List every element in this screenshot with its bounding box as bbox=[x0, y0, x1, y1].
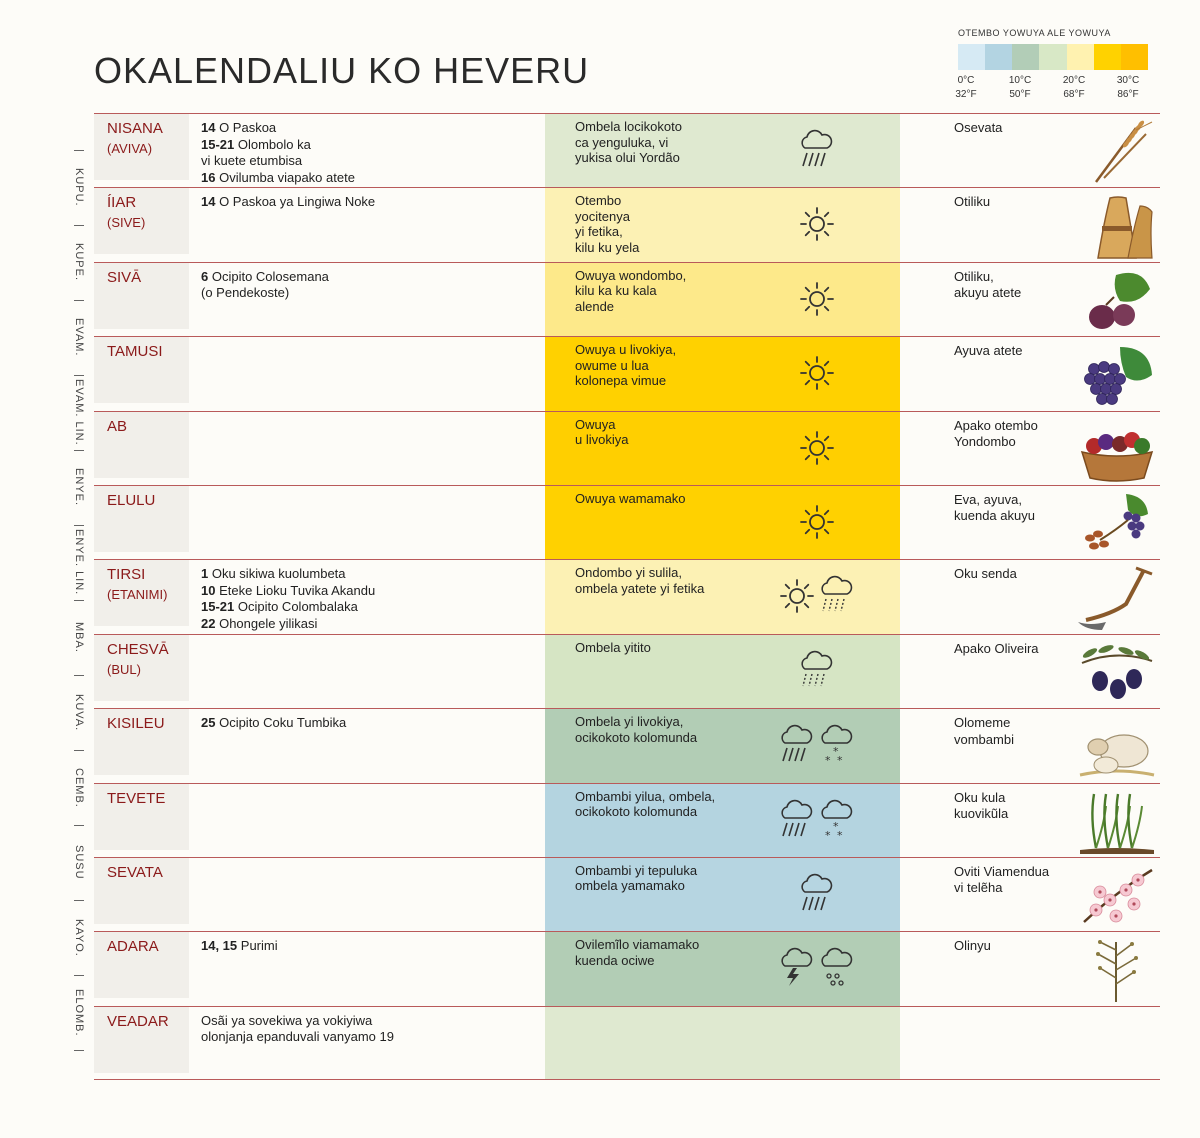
festival-line bbox=[201, 1013, 531, 1030]
festival-list bbox=[201, 269, 531, 302]
harvest-description bbox=[954, 418, 1084, 451]
legend-tick-celsius: 0°C bbox=[957, 75, 975, 86]
festival-date: 16 bbox=[201, 169, 216, 185]
harvest-line: Eva, ayuva, bbox=[954, 491, 1022, 507]
climate-line: yocitenya bbox=[575, 208, 630, 224]
rain-cloud-icon bbox=[777, 798, 813, 845]
festival-name: Ohongele yilikasi bbox=[215, 615, 318, 631]
month-name: VEADAR bbox=[107, 1012, 169, 1030]
month-alt-name: (BUL) bbox=[107, 661, 141, 677]
festival-name: O Paskoa bbox=[215, 120, 277, 135]
festival-line bbox=[201, 194, 531, 211]
harvest-line: Olinyu bbox=[954, 938, 991, 954]
climate-cell bbox=[545, 932, 900, 1005]
svg-text:*: * bbox=[833, 745, 839, 759]
svg-text:*: * bbox=[825, 828, 831, 840]
harvest-line: kuenda akuyu bbox=[954, 508, 1035, 524]
calendar-table bbox=[94, 113, 1160, 1080]
month-name: TEVETE bbox=[107, 789, 166, 807]
rain-cloud-icon bbox=[797, 128, 833, 175]
sheep-icon bbox=[1076, 713, 1156, 781]
harvest-line: vi telẽha bbox=[954, 880, 1003, 896]
season-divider bbox=[74, 1050, 84, 1051]
season-divider bbox=[74, 975, 84, 976]
harvest-description bbox=[954, 641, 1084, 658]
festival-date: 6 bbox=[201, 268, 209, 284]
climate-line: ocikokoto kolomunda bbox=[575, 804, 698, 820]
season-divider bbox=[74, 600, 84, 601]
season-label: ELOMB. bbox=[73, 988, 85, 1037]
calendar-row bbox=[94, 187, 1160, 261]
sun-icon bbox=[797, 502, 837, 547]
climate-cell bbox=[545, 709, 900, 782]
harvest-line: Osevata bbox=[954, 120, 1003, 135]
legend-color-bar bbox=[958, 44, 1148, 70]
month-alt-name: (ETANIMI) bbox=[107, 587, 168, 603]
harvest-description bbox=[954, 790, 1084, 823]
climate-cell bbox=[545, 263, 900, 336]
harvest-description bbox=[954, 343, 1084, 360]
season-divider bbox=[74, 900, 84, 901]
festival-list bbox=[201, 938, 531, 955]
climate-line: Owuya wondombo, bbox=[575, 267, 687, 283]
olive-icon bbox=[1076, 639, 1156, 707]
climate-description bbox=[575, 491, 775, 507]
climate-line: kolonepa vimue bbox=[575, 373, 667, 389]
festival-line bbox=[201, 715, 531, 732]
harvest-line: Olomeme bbox=[954, 715, 1011, 731]
calendar-row bbox=[94, 262, 1160, 336]
flax-icon bbox=[1076, 936, 1156, 1004]
season-label: EVAM. LIN. bbox=[73, 379, 85, 446]
festival-date: 15-21 bbox=[201, 599, 235, 615]
harvest-line: Ayuva atete bbox=[954, 343, 1023, 359]
festival-name: Osãi ya sovekiwa ya vokiyiwa bbox=[201, 1012, 373, 1028]
climate-description bbox=[575, 640, 775, 656]
month-name: ADARA bbox=[107, 938, 159, 956]
climate-description bbox=[575, 268, 775, 315]
season-label: KUPU. bbox=[73, 168, 85, 207]
season-label: KUPE. bbox=[73, 243, 85, 282]
season-label: ENYE. LIN. bbox=[73, 529, 85, 596]
month-name: TAMUSI bbox=[107, 343, 163, 361]
harvest-line: Oku kula bbox=[954, 789, 1006, 805]
festival-date: 22 bbox=[201, 615, 216, 631]
festival-list bbox=[201, 715, 531, 732]
month-alt-name: (AVIVA) bbox=[107, 141, 153, 156]
calendar-row bbox=[94, 336, 1160, 410]
snow-cloud-icon bbox=[817, 798, 853, 845]
harvest-line: Oviti Viamendua bbox=[954, 863, 1050, 879]
climate-line: ocikokoto kolomunda bbox=[575, 729, 698, 745]
festival-line bbox=[201, 616, 531, 633]
legend-tick bbox=[1108, 74, 1148, 102]
hail-cloud-icon bbox=[817, 946, 853, 993]
legend-swatch bbox=[958, 44, 985, 70]
svg-text:*: * bbox=[837, 754, 843, 766]
rain-cloud-icon bbox=[777, 723, 813, 770]
sun-icon bbox=[797, 279, 837, 324]
calendar-row bbox=[94, 1006, 1160, 1080]
legend-tick-fahrenheit: 32°F bbox=[955, 89, 977, 100]
climate-description bbox=[575, 193, 775, 255]
month-name: NISANA bbox=[107, 120, 163, 137]
climate-line: ombela yatete yi fetika bbox=[575, 580, 705, 596]
calendar-row bbox=[94, 411, 1160, 485]
calendar-row bbox=[94, 485, 1160, 559]
legend-swatch bbox=[1094, 44, 1121, 70]
harvest-description bbox=[954, 938, 1084, 955]
calendar-row bbox=[94, 708, 1160, 782]
month-alt-name: (SIVE) bbox=[107, 215, 146, 231]
festival-line bbox=[201, 137, 531, 154]
month-name: SEVATA bbox=[107, 863, 163, 881]
season-label: SUSU bbox=[73, 845, 85, 880]
season-divider bbox=[74, 825, 84, 826]
climate-description bbox=[575, 937, 775, 968]
calendar-row bbox=[94, 783, 1160, 857]
climate-description bbox=[575, 863, 775, 894]
festival-name: olonjanja epanduvali vanyamo 19 bbox=[201, 1029, 394, 1045]
sun-icon bbox=[797, 428, 837, 473]
svg-text:*: * bbox=[833, 819, 839, 833]
month-name: KISILEU bbox=[107, 715, 165, 733]
festival-date: 1 bbox=[201, 566, 209, 582]
legend-tick-fahrenheit: 86°F bbox=[1117, 89, 1139, 100]
legend-tick-fahrenheit: 68°F bbox=[1063, 89, 1085, 100]
sprout-icon bbox=[1076, 788, 1156, 856]
season-divider bbox=[74, 750, 84, 751]
season-label: KAYO. bbox=[73, 918, 85, 957]
festival-line bbox=[201, 120, 531, 137]
fig-icon bbox=[1076, 267, 1156, 335]
festival-line bbox=[201, 566, 531, 583]
season-divider bbox=[74, 450, 84, 451]
festival-name: Ocipito Colosemana bbox=[208, 268, 329, 284]
festival-date: 14, 15 bbox=[201, 938, 238, 954]
climate-cell bbox=[545, 486, 900, 559]
festival-line bbox=[201, 285, 531, 302]
climate-cell bbox=[545, 560, 900, 633]
season-label: CEMB. bbox=[73, 767, 85, 808]
storm-cloud-icon bbox=[777, 946, 813, 993]
harvest-description bbox=[954, 492, 1084, 525]
page-title: OKALENDALIU KO HEVERU bbox=[94, 50, 590, 91]
harvest-line: kuovikũla bbox=[954, 806, 1009, 822]
climate-line: Ombela yi livokiya, bbox=[575, 714, 684, 730]
climate-line: owume u lua bbox=[575, 357, 649, 373]
festival-list bbox=[201, 194, 531, 211]
calendar-row bbox=[94, 113, 1160, 187]
legend-tick-celsius: 30°C bbox=[1116, 75, 1140, 86]
festival-name: vi kuete etumbisa bbox=[201, 153, 303, 168]
harvest-line: Yondombo bbox=[954, 434, 1016, 450]
festival-name: O Paskoa ya Lingiwa Noke bbox=[215, 194, 376, 210]
climate-line: yukisa olui Yordão bbox=[575, 150, 680, 165]
season-label: EVAM. bbox=[73, 318, 85, 357]
month-name: AB bbox=[107, 417, 128, 435]
calendar-row bbox=[94, 857, 1160, 931]
season-column bbox=[64, 150, 94, 1050]
sun-icon bbox=[797, 204, 837, 249]
festival-list bbox=[201, 566, 531, 632]
festival-date: 10 bbox=[201, 582, 216, 598]
climate-line: Ondombo yi sulila, bbox=[575, 565, 682, 581]
climate-line: Ombela locikokoto bbox=[575, 119, 682, 134]
climate-description bbox=[575, 119, 775, 166]
harvest-description bbox=[954, 194, 1084, 211]
climate-line: Ombambi yi tepuluka bbox=[575, 862, 698, 878]
light-rain-cloud-icon bbox=[817, 574, 853, 621]
festival-date: 25 bbox=[201, 715, 216, 731]
climate-cell bbox=[545, 188, 900, 261]
climate-line: Otembo bbox=[575, 193, 622, 209]
harvest-description bbox=[954, 566, 1084, 583]
calendar-row bbox=[94, 559, 1160, 633]
climate-description bbox=[575, 565, 775, 596]
season-label: MBA. bbox=[73, 622, 85, 653]
legend-tick-celsius: 20°C bbox=[1062, 75, 1086, 86]
svg-text:*: * bbox=[837, 828, 843, 840]
legend-swatch bbox=[1121, 44, 1148, 70]
festival-line bbox=[201, 583, 531, 600]
harvest-line: akuyu atete bbox=[954, 285, 1022, 301]
festival-line bbox=[201, 269, 531, 286]
harvest-line: Apako Oliveira bbox=[954, 640, 1039, 656]
almond-blossom-icon bbox=[1076, 862, 1156, 930]
climate-line: Ombambi yilua, ombela, bbox=[575, 788, 716, 804]
month-name: ELULU bbox=[107, 491, 156, 509]
legend-title: OTEMBO YOWUYA ALE YOWUYA bbox=[958, 28, 1111, 38]
climate-line: yi fetika, bbox=[575, 224, 623, 240]
festival-name: Ocipito Colombalaka bbox=[234, 599, 358, 615]
harvest-line: Otiliku bbox=[954, 194, 991, 210]
plow-icon bbox=[1076, 564, 1156, 632]
climate-description bbox=[575, 342, 775, 389]
festival-line bbox=[201, 153, 531, 170]
dates-grapes-icon bbox=[1076, 490, 1156, 558]
legend-tick-celsius: 10°C bbox=[1008, 75, 1032, 86]
temperature-legend bbox=[955, 28, 1158, 104]
festival-name: (o Pendekoste) bbox=[201, 285, 290, 301]
harvest-description bbox=[954, 120, 1084, 137]
season-divider bbox=[74, 375, 84, 376]
season-label: KUVA. bbox=[73, 693, 85, 732]
festival-name: Ocipito Coku Tumbika bbox=[215, 715, 347, 731]
climate-description bbox=[575, 789, 775, 820]
festival-name: Oku sikiwa kuolumbeta bbox=[208, 566, 346, 582]
climate-cell bbox=[545, 858, 900, 931]
festival-line bbox=[201, 1029, 531, 1046]
light-rain-cloud-icon bbox=[797, 649, 833, 696]
climate-line: Owuya wamamako bbox=[575, 490, 686, 506]
harvest-line: Apako otembo bbox=[954, 417, 1038, 433]
legend-swatch bbox=[1039, 44, 1066, 70]
harvest-line: Oku senda bbox=[954, 566, 1017, 582]
legend-swatch bbox=[1012, 44, 1039, 70]
sun-icon bbox=[797, 353, 837, 398]
month-name: SIVĀ bbox=[107, 268, 142, 286]
sun-icon bbox=[777, 576, 817, 621]
season-divider bbox=[74, 225, 84, 226]
harvest-line: vombambi bbox=[954, 731, 1014, 747]
snow-cloud-icon bbox=[817, 723, 853, 770]
season-divider bbox=[74, 525, 84, 526]
climate-cell bbox=[545, 635, 900, 708]
festival-date: 14 bbox=[201, 120, 216, 135]
festival-name: Olombolo ka bbox=[234, 136, 311, 152]
legend-swatch bbox=[985, 44, 1012, 70]
wheat-sheaf-icon bbox=[1076, 192, 1156, 260]
festival-list bbox=[201, 120, 531, 186]
climate-line: Ombela yitito bbox=[575, 639, 651, 655]
barley-icon bbox=[1076, 118, 1156, 186]
climate-cell bbox=[545, 337, 900, 410]
festival-name: Eteke Lioku Tuvika Akandu bbox=[215, 582, 376, 598]
harvest-description bbox=[954, 864, 1084, 897]
climate-cell bbox=[545, 1007, 900, 1079]
climate-line: Ovilemĩlo viamamako bbox=[575, 937, 700, 953]
month-name: ÍIAR bbox=[107, 194, 137, 212]
climate-line: kuenda ociwe bbox=[575, 952, 655, 968]
climate-cell bbox=[545, 784, 900, 857]
legend-ticks bbox=[955, 74, 1158, 104]
season-divider bbox=[74, 150, 84, 151]
legend-tick bbox=[946, 74, 986, 102]
climate-line: ombela yamamako bbox=[575, 878, 685, 894]
festival-line bbox=[201, 938, 531, 955]
harvest-description bbox=[954, 269, 1084, 302]
legend-tick bbox=[1000, 74, 1040, 102]
month-name: TIRSI bbox=[107, 566, 146, 584]
fruit-basket-icon bbox=[1076, 416, 1156, 484]
rain-cloud-icon bbox=[797, 872, 833, 919]
legend-swatch bbox=[1067, 44, 1094, 70]
climate-line: Owuya u livokiya, bbox=[575, 342, 677, 358]
festival-date: 15-21 bbox=[201, 136, 235, 152]
season-divider bbox=[74, 300, 84, 301]
svg-text:*: * bbox=[825, 754, 831, 766]
legend-tick bbox=[1054, 74, 1094, 102]
climate-line: Owuya bbox=[575, 416, 616, 432]
legend-tick-fahrenheit: 50°F bbox=[1009, 89, 1031, 100]
climate-cell bbox=[545, 114, 900, 187]
climate-line: ca yenguluka, vi bbox=[575, 134, 669, 150]
festival-date: 14 bbox=[201, 194, 216, 210]
season-label: ENYE. bbox=[73, 468, 85, 507]
climate-line: kilu ka ku kala bbox=[575, 283, 657, 299]
harvest-line: Otiliku, bbox=[954, 268, 994, 284]
climate-description bbox=[575, 714, 775, 745]
harvest-description bbox=[954, 715, 1084, 748]
festival-list bbox=[201, 1013, 531, 1046]
festival-line bbox=[201, 599, 531, 616]
climate-cell bbox=[545, 412, 900, 485]
climate-line: alende bbox=[575, 298, 615, 314]
festival-name: Ovilumba viapako atete bbox=[215, 169, 355, 185]
calendar-row bbox=[94, 931, 1160, 1005]
grapes-icon bbox=[1076, 341, 1156, 409]
season-divider bbox=[74, 675, 84, 676]
festival-line bbox=[201, 170, 531, 187]
climate-line: kilu ku yela bbox=[575, 239, 640, 255]
calendar-row bbox=[94, 634, 1160, 708]
climate-line: u livokiya bbox=[575, 432, 629, 448]
climate-description bbox=[575, 417, 775, 448]
festival-name: Purimi bbox=[237, 938, 278, 954]
month-name: CHESVĀ bbox=[107, 640, 169, 658]
